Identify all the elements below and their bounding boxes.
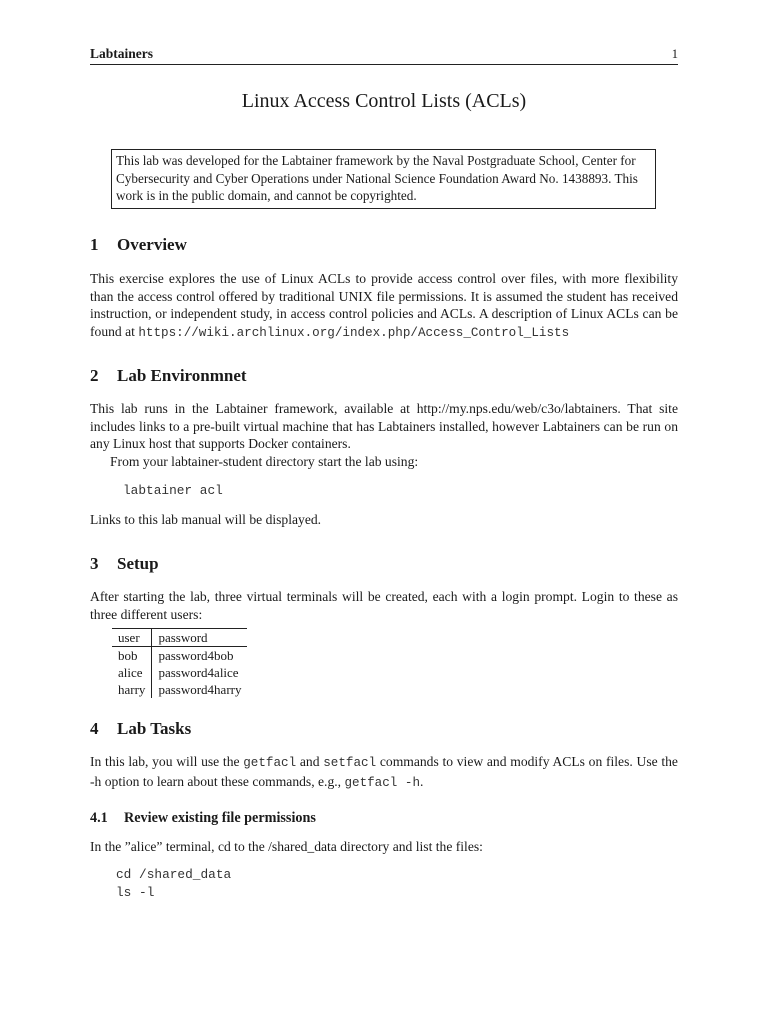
section-number: 4 (90, 719, 99, 738)
table-header-row (112, 629, 247, 647)
subsection-heading-review-permissions (90, 810, 316, 827)
section-number: 3 (90, 554, 99, 573)
start-lab-paragraph: From your labtainer-student directory start the lab using: (110, 454, 419, 469)
running-header (90, 44, 678, 65)
user-credentials-table (112, 628, 247, 698)
setfacl-command: setfacl (323, 756, 377, 770)
code-line-ls: ls -l (116, 885, 155, 900)
tasks-text: . (420, 773, 424, 789)
environment-paragraph: This lab runs in the Labtainer framework, available at http://my.nps.edu/web/c3o/labtainers. That site includes links to a pre-built virtual machine that has Labtainers installed, however Labtainers can be run on any Linux host that supports Docker containers. (90, 401, 678, 451)
running-title: Labtainers (90, 46, 154, 61)
section-title: Overview (117, 235, 187, 254)
page-number: 1 (671, 47, 678, 61)
section-heading-setup (90, 554, 159, 574)
table-header-cell: user (112, 629, 152, 647)
code-line-cd: cd /shared_data (116, 867, 232, 882)
table-row (112, 647, 247, 665)
tasks-text: and (299, 754, 320, 769)
section-heading-tasks (90, 719, 191, 739)
after-start-paragraph: Links to this lab manual will be displayed. (90, 512, 322, 527)
table-cell-password: password4harry (158, 682, 242, 697)
section-number: 2 (90, 366, 99, 385)
section-title: Lab Tasks (117, 719, 192, 738)
section-title: Setup (117, 554, 159, 573)
setup-paragraph: After starting the lab, three virtual terminals will be created, each with a login prompt. Login to these as three different users: (90, 589, 678, 622)
section-number: 1 (90, 235, 99, 254)
table-header-cell: password (152, 629, 248, 647)
table-cell-user: alice (112, 664, 152, 681)
table-row (112, 664, 247, 681)
subsection-number: 4.1 (90, 810, 108, 826)
table-cell-password: password4alice (158, 665, 239, 680)
getfacl-command: getfacl (243, 756, 297, 770)
section-heading-environment (90, 366, 247, 386)
acl-wiki-link[interactable]: https://wiki.archlinux.org/index.php/Access_Control_Lists (138, 325, 570, 340)
table-cell-user: bob (112, 647, 152, 665)
public-domain-notice: This lab was developed for the Labtainer framework by the Naval Postgraduate School, Center for Cybersecurity and Cyber Operations under National Science Foundation Award No. 1438893. This work is in the public domain, and cannot be copyrighted. (111, 149, 656, 209)
table-row (112, 681, 247, 698)
subsection-title: Review existing file permissions (124, 810, 316, 826)
table-cell-user: harry (112, 681, 152, 698)
overview-text: This exercise explores the use of Linux ACLs to provide access control over files, with more flexibility than the access control offered by traditional UNIX file permissions. It is assumed the student has received instruction, or independent study, in access control policies and ACLs. A description of Linux ACLs can be found at (90, 271, 678, 339)
start-lab-command: labtainer acl (123, 483, 223, 498)
tasks-paragraph (90, 753, 678, 792)
tasks-text: commands to view and modify ACLs on files. Use the -h option to learn about these commands, e.g., (90, 754, 678, 789)
section-title: Lab Environmnet (117, 366, 247, 385)
section-heading-overview (90, 235, 187, 255)
getfacl-help-command: getfacl -h (344, 775, 421, 790)
review-permissions-paragraph: In the ”alice” terminal, cd to the /shared_data directory and list the files: (90, 839, 483, 854)
table-cell-password: password4bob (158, 648, 234, 663)
document-title: Linux Access Control Lists (ACLs) (241, 90, 527, 112)
tasks-text: In this lab, you will use the (90, 754, 240, 769)
overview-paragraph (90, 270, 678, 342)
